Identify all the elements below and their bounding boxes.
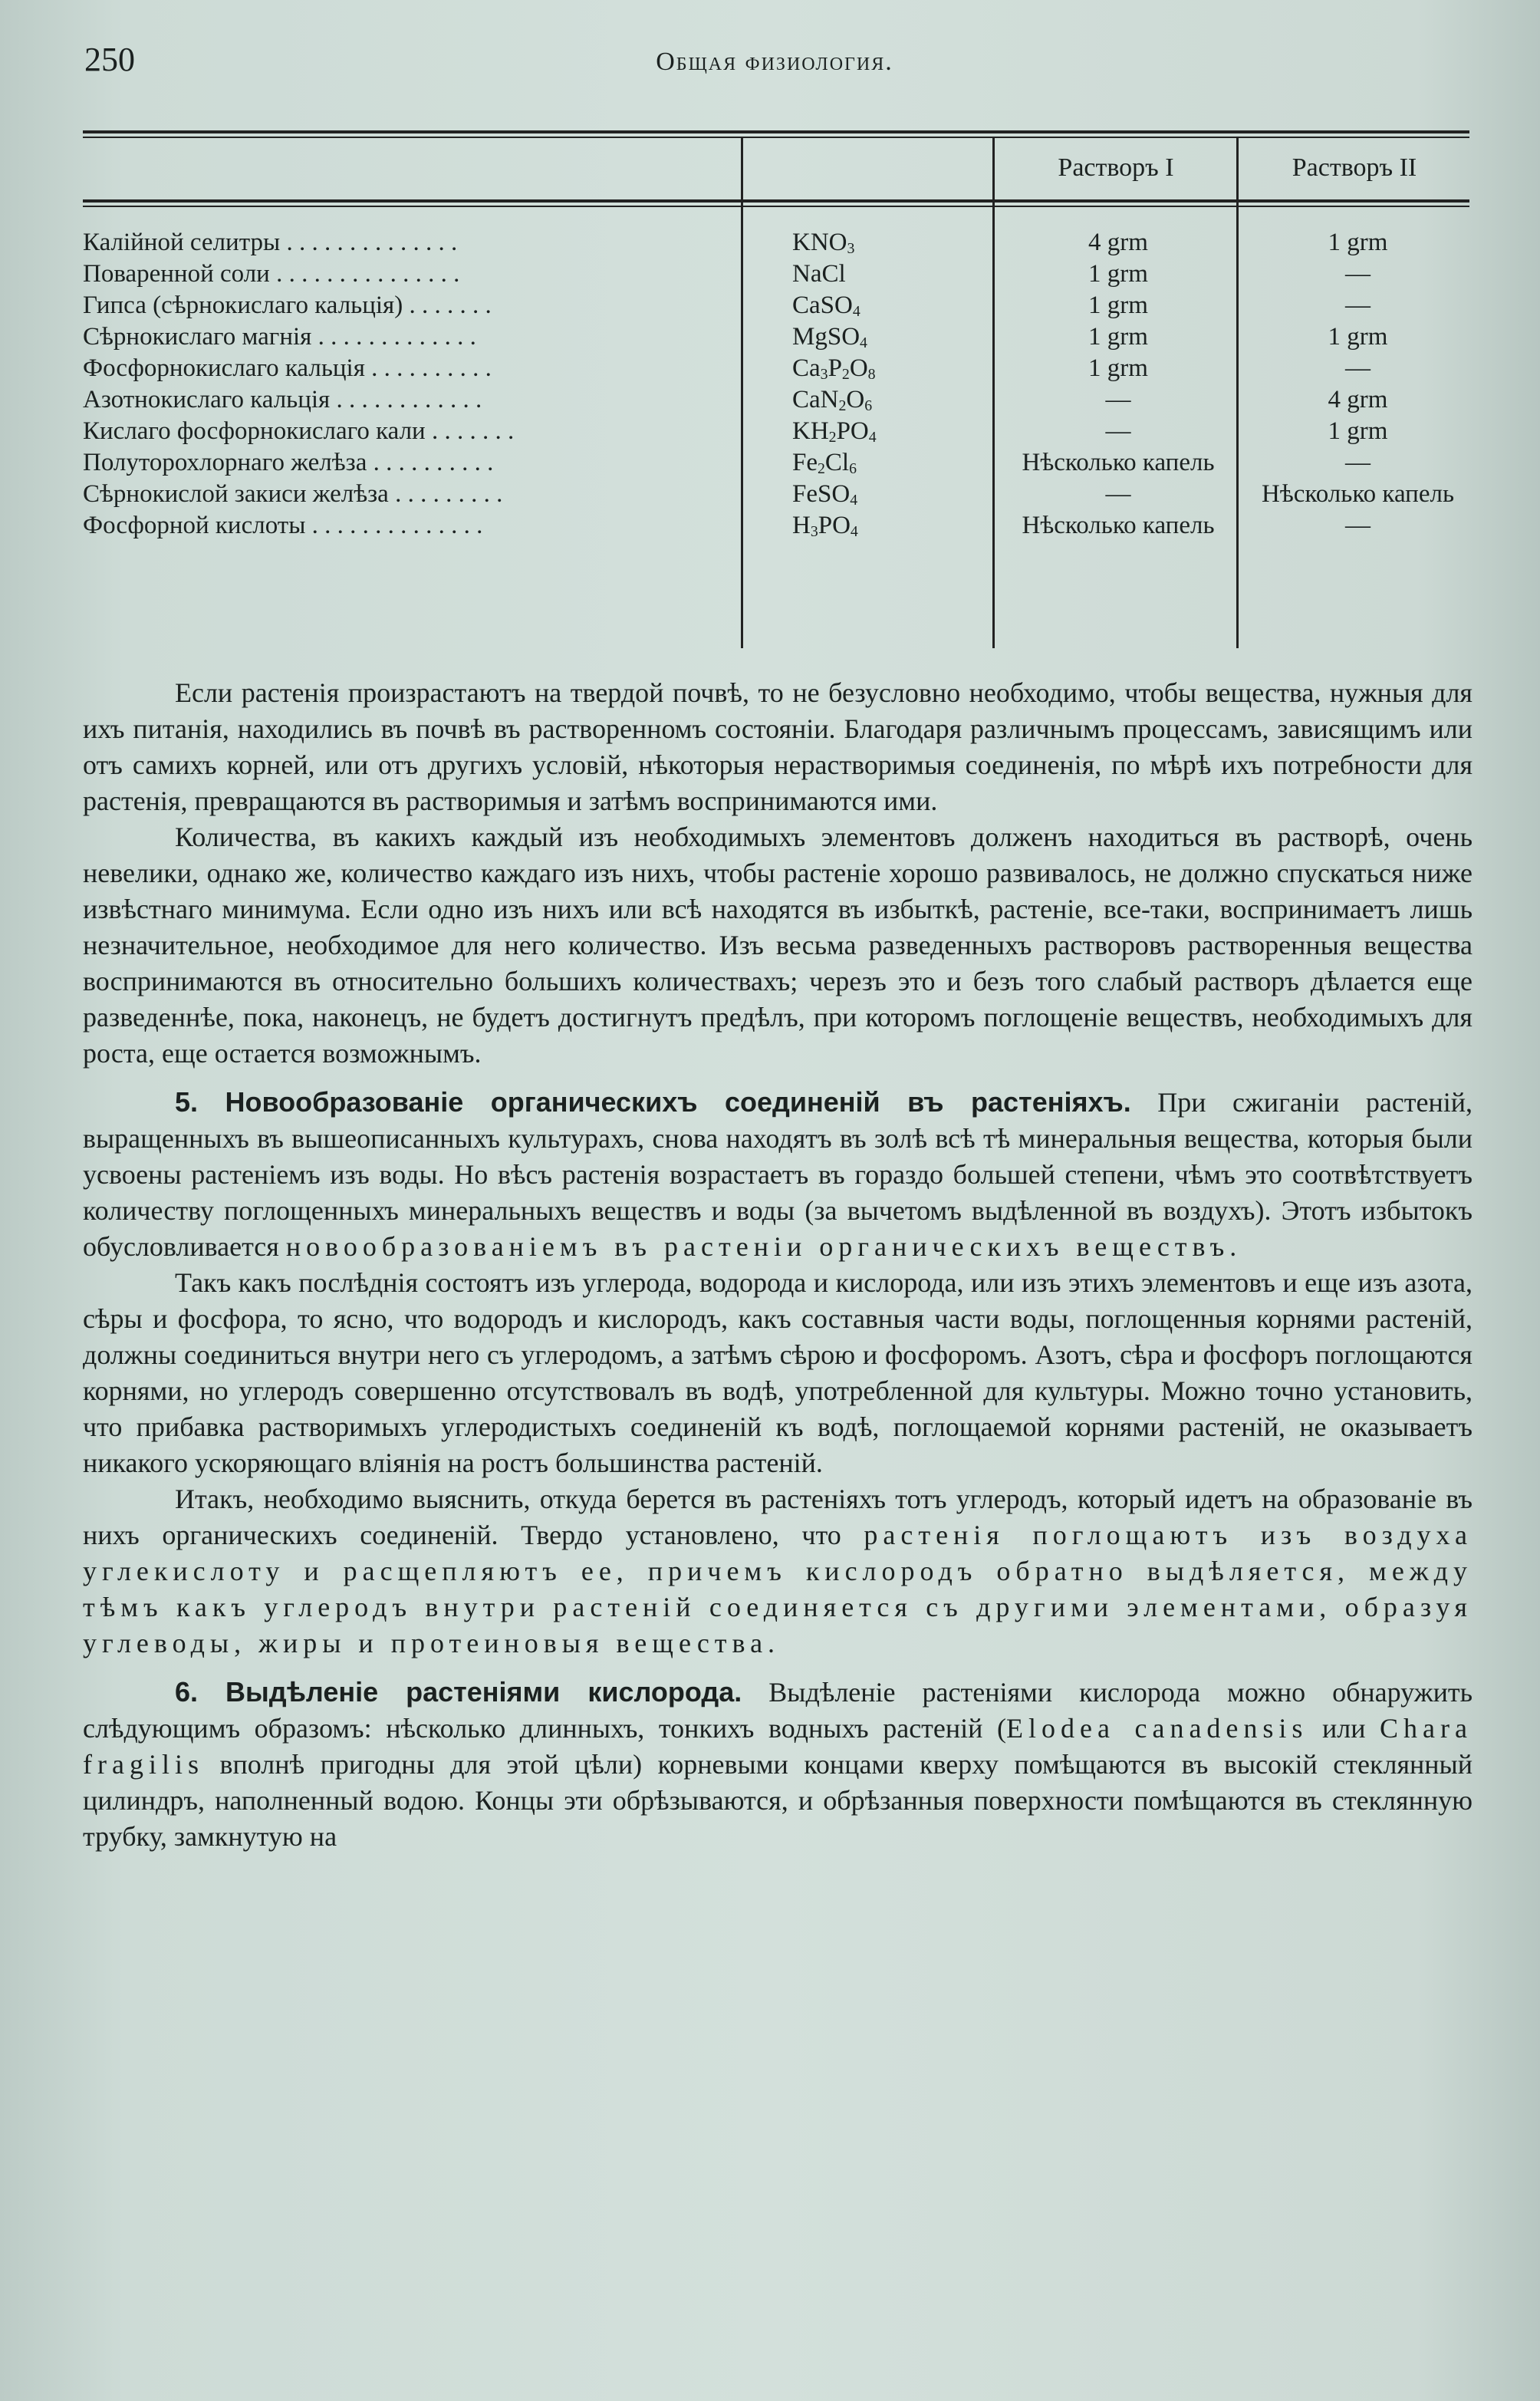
solution2-amount: — (1345, 291, 1371, 319)
chemical-formula: $KNO_3$ (792, 229, 855, 257)
solution1-amount: — (1105, 480, 1131, 508)
substance-name: Азотнокислаго кальція . . . . . . . . . . . . (83, 386, 482, 413)
substance-name: Сѣрнокислой закиси желѣза . . . . . . . . . (83, 480, 503, 508)
solution2-amount: — (1345, 512, 1371, 539)
section-5-title: 5. Новообразованіе органическихъ соединеній въ растеніяхъ. (175, 1086, 1131, 1118)
paragraph-carbon: Такъ какъ послѣднія состоятъ изъ углерода, водорода и кислорода, или изъ этихъ элементовъ и еще изъ азота, сѣры и фосфора, то ясно, что водородъ и кислородъ, какъ составныя части воды, поглощенныя корнями растеній, должны соединиться внутри него съ углеродомъ, а затѣмъ сѣрою и фосфоромъ. Азотъ, сѣра и фосфоръ поглощаются корнями, но углеродъ совершенно отсутствовалъ въ водѣ, употребленной для культуры. Можно точно установить, что прибавка растворимыхъ углеродистыхъ соединеній къ водѣ, поглощаемой корнями растеній, не оказываетъ никакого ускоряющаго вліянія на ростъ большинства растеній. (83, 1267, 1473, 1478)
section-6-body-2: вполнѣ пригодны для этой цѣли) корневыми концами кверху помѣщаются въ высокій стеклянный цилиндръ, наполненный водою. Концы эти обрѣзываются, и обрѣзанныя поверхности помѣщаются въ стеклянную трубку, замкнутую на (83, 1749, 1473, 1852)
table-header-rule-thin (83, 206, 1469, 207)
table-row (83, 258, 1469, 290)
table-header-rule (83, 199, 1469, 203)
solution1-amount: 1 grm (1088, 260, 1148, 288)
nutrient-solution-table (83, 130, 1469, 660)
solution2-amount: Нѣсколько капель (1261, 480, 1454, 508)
main-text (83, 675, 1473, 1855)
paragraph-quantities: Количества, въ какихъ каждый изъ необходимыхъ элементовъ долженъ находиться въ растворѣ, очень невелики, однако же, количество каждаго изъ нихъ, чтобы растеніе хорошо развивалось, не должно спускаться ниже извѣстнаго минимума. Если одно изъ нихъ или всѣ находятся въ избыткѣ, растеніе, все-таки, воспринимаетъ лишь незначительное, необходимое для него количество. Изъ весьма разведенныхъ растворовъ растворенныя вещества воспринимаются въ относительно большихъ количествахъ; черезъ это и безъ того слабый растворъ дѣлается еще разведеннѣе, пока, наконецъ, не будетъ достигнутъ предѣлъ, при которомъ поглощеніе веществъ, необходимыхъ для роста, еще остается возможнымъ. (83, 822, 1473, 1069)
table-top-rule-thin (83, 137, 1469, 138)
solution1-amount: 1 grm (1088, 354, 1148, 382)
paragraph-assimilation (83, 1481, 1473, 1662)
solution2-amount: — (1345, 260, 1371, 288)
chemical-formula: $Ca_3P_2O_8$ (792, 354, 876, 383)
table-row (83, 384, 1469, 416)
page-number: 250 (84, 41, 135, 78)
chemical-formula: $Fe_2Cl_6$ (792, 449, 857, 477)
paragraph-assimilation-emphasis: растенія поглощаютъ изъ воздуха углекислоту и расщепляютъ ее, причемъ кислородъ обратно выдѣляется, между тѣмъ какъ углеродъ внутри растеній соединяется съ другими элементами, образуя углеводы, жиры и протеиновыя вещества. (83, 1520, 1473, 1658)
solution2-amount: 1 grm (1328, 417, 1388, 445)
solution1-amount: 4 grm (1088, 229, 1148, 256)
table-row (83, 415, 1469, 447)
table-row (83, 446, 1469, 479)
table-row (83, 289, 1469, 321)
chemical-formula: CaSO$_4$ (792, 291, 860, 320)
solution1-amount: — (1105, 386, 1131, 413)
substance-name: Сѣрнокислаго магнія . . . . . . . . . . . . . (83, 323, 476, 351)
chemical-formula: $CaN_2O_6$ (792, 386, 873, 414)
solution2-amount: 1 grm (1328, 323, 1388, 351)
chemical-formula: MgSO$_4$ (792, 323, 867, 351)
substance-name: Гипса (сѣрнокислаго кальція) . . . . . . . (83, 291, 492, 319)
column-header-solution1: Растворъ I (1058, 153, 1174, 182)
solution2-amount: — (1345, 354, 1371, 382)
solution1-amount: Нѣсколько капель (1022, 512, 1215, 539)
chemical-formula: FeSO$_4$ (792, 480, 858, 509)
table-row (83, 226, 1469, 259)
substance-name: Кислаго фосфорнокислаго кали . . . . . . . (83, 417, 515, 445)
table-row (83, 321, 1469, 353)
species-chara: Chara fragilis (83, 1713, 1473, 1780)
substance-name: Калiйной селитры . . . . . . . . . . . . . . (83, 229, 458, 256)
chemical-formula: $H_3PO_4$ (792, 512, 858, 540)
section-6-body-1: Выдѣленіе растеніями кислорода можно обнаружить слѣдующимъ образомъ: нѣсколько длинныхъ, тонкихъ водныхъ растеній ( (83, 1677, 1473, 1744)
solution2-amount: — (1345, 449, 1371, 476)
running-title: Общая физиология. (656, 48, 893, 76)
chemical-formula: $KH_2PO_4$ (792, 417, 877, 446)
species-elodea: Elodea canadensis (1005, 1713, 1308, 1744)
table-row (83, 352, 1469, 384)
solution1-amount: 1 grm (1088, 323, 1148, 351)
solution1-amount: 1 grm (1088, 291, 1148, 319)
substance-name: Фосфорнокислаго кальція . . . . . . . . . . (83, 354, 492, 382)
table-row (83, 509, 1469, 542)
page-header (84, 40, 1465, 86)
solution2-amount: 1 grm (1328, 229, 1388, 256)
solution2-amount: 4 grm (1328, 386, 1388, 413)
solution1-amount: — (1105, 417, 1131, 445)
chemical-formula: NaCl (792, 260, 846, 288)
section-6-title: 6. Выдѣленіе растеніями кислорода. (175, 1676, 742, 1708)
substance-name: Полуторохлорнаго желѣза . . . . . . . . . . (83, 449, 494, 476)
section-5-body: При сжиганіи растеній, выращенныхъ въ вышеописанныхъ культурахъ, снова находятъ въ золѣ всѣ тѣ минеральныя вещества, которыя были усвоены растеніемъ изъ воды. Но вѣсъ растенія возрастаетъ въ гораздо большей степени, чѣмъ это соотвѣтствуетъ количеству поглощенныхъ минеральныхъ веществъ и воды (за вычетомъ выдѣленной въ воздухъ). Этотъ избытокъ обусловливается (83, 1087, 1473, 1262)
solution1-amount: Нѣсколько капель (1022, 449, 1215, 476)
table-top-rule (83, 130, 1469, 133)
section-5 (83, 1084, 1473, 1265)
species-or: или (1308, 1713, 1380, 1744)
substance-name: Фосфорной кислоты . . . . . . . . . . . . . . (83, 512, 483, 539)
section-5-emphasis: новообразованіемъ въ растеніи органическихъ веществъ. (285, 1231, 1242, 1262)
column-header-solution2: Растворъ II (1292, 153, 1417, 182)
substance-name: Поваренной соли . . . . . . . . . . . . . . . (83, 260, 460, 288)
section-6 (83, 1674, 1473, 1855)
table-row (83, 478, 1469, 510)
paragraph-assimilation-start: Итакъ, необходимо выяснить, откуда берется въ растеніяхъ тотъ углеродъ, который идетъ на образованіе въ нихъ органическихъ соединеній. Твердо установлено, что (83, 1484, 1473, 1550)
paragraph-soil: Если растенія произрастаютъ на твердой почвѣ, то не безусловно необходимо, чтобы вещества, нужныя для ихъ питанія, находились въ почвѣ въ растворенномъ состояніи. Благодаря различнымъ процессамъ, зависящимъ или отъ самихъ корней, или отъ другихъ условій, нѣкоторыя нерастворимыя соединенія, по мѣрѣ ихъ потребности для растенія, превращаются въ растворимыя и затѣмъ воспринимаются ими. (83, 677, 1473, 816)
